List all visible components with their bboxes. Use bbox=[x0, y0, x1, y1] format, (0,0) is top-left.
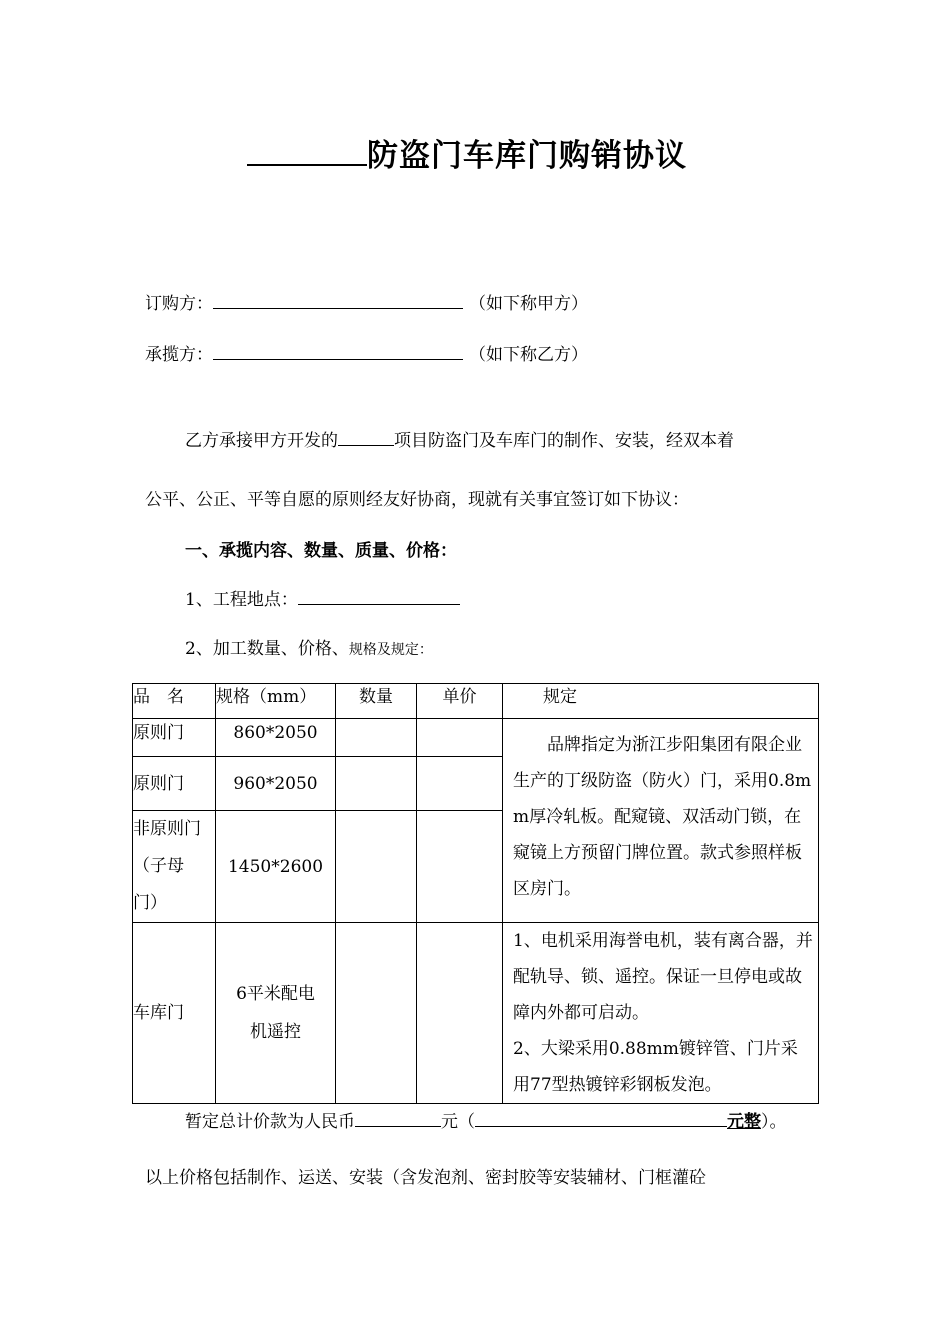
header-name: 品 名 bbox=[133, 684, 216, 719]
item2-line bbox=[185, 634, 433, 659]
row3-name: 非原则门（子母门） bbox=[133, 811, 216, 923]
spec-table bbox=[132, 683, 819, 1104]
total-line bbox=[185, 1107, 787, 1132]
buyer-suffix: （如下称甲方） bbox=[469, 294, 588, 314]
row2-quantity[interactable] bbox=[336, 757, 417, 811]
intro-part2: 项目防盗门及车库门的制作、安装，经双本着 bbox=[394, 431, 734, 451]
row4-unit-price[interactable] bbox=[417, 923, 503, 1104]
garage-rule-cell bbox=[503, 923, 819, 1104]
row1-unit-price[interactable] bbox=[417, 719, 503, 757]
header-unit-price: 单价 bbox=[417, 684, 503, 719]
total-yuan: 元（ bbox=[441, 1112, 475, 1132]
contractor-blank[interactable] bbox=[213, 341, 463, 360]
row2-spec: 960*2050 bbox=[216, 757, 336, 811]
item1-line bbox=[185, 585, 460, 610]
row4-quantity[interactable] bbox=[336, 923, 417, 1104]
title-blank[interactable] bbox=[247, 134, 367, 166]
section1-heading: 一、承揽内容、数量、质量、价格： bbox=[185, 541, 457, 561]
total-prefix: 暂定总计价款为人民币 bbox=[185, 1112, 355, 1132]
row3-unit-price[interactable] bbox=[417, 811, 503, 923]
location-blank[interactable] bbox=[298, 586, 460, 605]
intro-line-1 bbox=[185, 426, 734, 451]
total-words-blank[interactable] bbox=[475, 1108, 727, 1127]
row3-spec: 1450*2600 bbox=[216, 811, 336, 923]
header-quantity: 数量 bbox=[336, 684, 417, 719]
table-row bbox=[133, 923, 819, 1104]
total-amount-blank[interactable] bbox=[355, 1108, 441, 1127]
buyer-line bbox=[145, 289, 588, 314]
row2-name: 原则门 bbox=[133, 757, 216, 811]
contractor-suffix: （如下称乙方） bbox=[469, 345, 588, 365]
garage-rule-2: 2、大梁采用0.88mm镀锌管、门片采用77型热镀锌彩钢板发泡。 bbox=[513, 1039, 798, 1095]
document-title bbox=[247, 130, 687, 175]
garage-rule-1: 1、电机采用海誉电机，装有离合器，并配轨导、锁、遥控。保证一旦停电或故障内外都可启动。 bbox=[513, 931, 813, 1023]
item1-label: 1、工程地点： bbox=[185, 590, 298, 610]
table-header-row bbox=[133, 684, 819, 719]
buyer-blank[interactable] bbox=[213, 290, 463, 309]
total-suffix: ）。 bbox=[761, 1112, 787, 1132]
item2-main: 2、加工数量、价格、 bbox=[185, 639, 349, 659]
total-zheng: 元整 bbox=[727, 1112, 761, 1132]
title-text: 防盗门车库门购销协议 bbox=[367, 138, 687, 174]
door-rule-cell bbox=[503, 719, 819, 923]
buyer-label: 订购方： bbox=[145, 294, 213, 314]
price-includes-line: 以上价格包括制作、运送、安装（含发泡剂、密封胶等安装辅材、门框灌砼 bbox=[145, 1168, 706, 1188]
item2-small: 规格及规定： bbox=[348, 642, 433, 658]
contractor-label: 承揽方： bbox=[145, 345, 213, 365]
header-spec: 规格（mm） bbox=[216, 684, 336, 719]
row4-spec: 6平米配电机遥控 bbox=[216, 923, 336, 1104]
header-rule: 规定 bbox=[503, 684, 819, 719]
door-rule-text: 品牌指定为浙江步阳集团有限企业生产的丁级防盗（防火）门，采用0.8mm厚冷轧板。配窥镜、双活动门锁，在窥镜上方预留门牌位置。款式参照样板区房门。 bbox=[513, 735, 812, 899]
intro-part1: 乙方承接甲方开发的 bbox=[185, 431, 338, 451]
table-row bbox=[133, 719, 819, 757]
project-blank[interactable] bbox=[338, 427, 394, 446]
row2-unit-price[interactable] bbox=[417, 757, 503, 811]
contractor-line bbox=[145, 340, 588, 365]
row1-quantity[interactable] bbox=[336, 719, 417, 757]
row1-spec: 860*2050 bbox=[216, 719, 336, 757]
row4-name: 车库门 bbox=[133, 923, 216, 1104]
row3-quantity[interactable] bbox=[336, 811, 417, 923]
intro-line-2: 公平、公正、平等自愿的原则经友好协商，现就有关事宜签订如下协议： bbox=[145, 490, 689, 510]
row1-name: 原则门 bbox=[133, 719, 216, 757]
